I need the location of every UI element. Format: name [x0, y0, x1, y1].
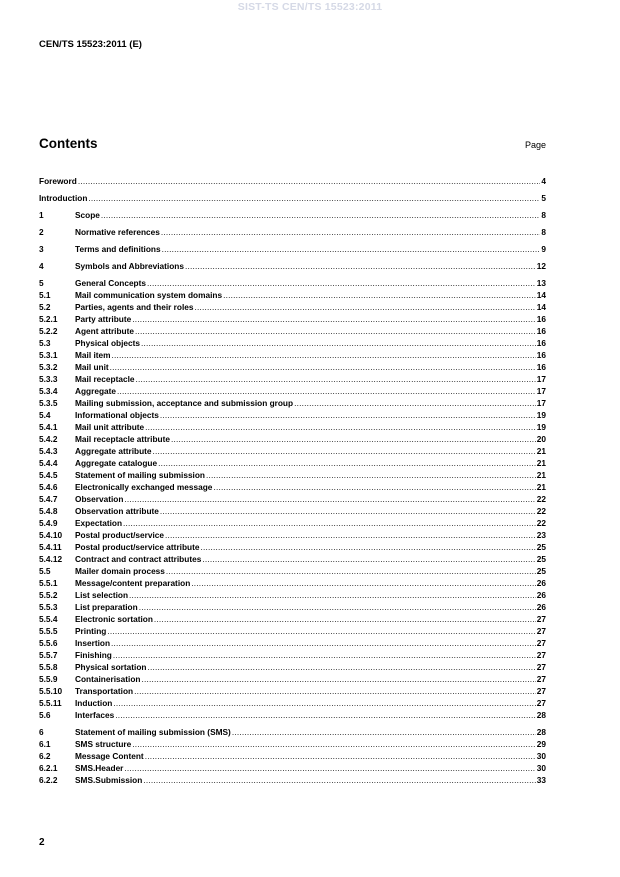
toc-entry-number: 5.5.9: [39, 674, 58, 684]
toc-entry[interactable]: [39, 325, 546, 337]
toc-entry[interactable]: [39, 469, 546, 481]
toc-entry-title: Containerisation: [75, 674, 141, 684]
toc-entry-number: 5.5.10: [39, 686, 63, 696]
toc-entry-page: 13: [536, 278, 546, 288]
toc-entry-number: 5.4.10: [39, 530, 63, 540]
toc-entry[interactable]: [39, 613, 546, 625]
toc-entry-number: 2: [39, 227, 44, 237]
dot-leader: [101, 209, 540, 221]
dot-leader: [78, 175, 541, 187]
page-title: Contents: [39, 136, 98, 151]
toc-entry-page: 21: [536, 482, 546, 492]
dot-leader: [153, 445, 536, 457]
toc-entry[interactable]: [39, 774, 546, 786]
toc-entry[interactable]: [39, 661, 546, 673]
toc-entry[interactable]: [39, 673, 546, 685]
toc-entry-number: 5.4.11: [39, 542, 62, 552]
toc-entry-title: SMS structure: [75, 739, 132, 749]
toc-entry-page: 25: [536, 566, 546, 576]
toc-entry-title: Statement of mailing submission: [75, 470, 206, 480]
toc-entry-title: Induction: [75, 698, 113, 708]
toc-entry[interactable]: [39, 529, 546, 541]
page-column-label: Page: [524, 140, 546, 150]
toc-entry-title: Postal product/service: [75, 530, 164, 540]
toc-entry-number: 5.4.6: [39, 482, 58, 492]
toc-entry[interactable]: [39, 397, 546, 409]
dot-leader: [132, 738, 536, 750]
dot-leader: [158, 457, 536, 469]
toc-entry[interactable]: [39, 553, 546, 565]
toc-entry-title: Message/content preparation: [75, 578, 191, 588]
toc-entry-number: 5.4.8: [39, 506, 58, 516]
toc-entry-page: 8: [541, 227, 546, 237]
dot-leader: [154, 613, 536, 625]
toc-entry[interactable]: [39, 433, 546, 445]
toc-entry-page: 27: [536, 698, 546, 708]
toc-entry-page: 27: [536, 626, 546, 636]
toc-entry-title: Mail receptacle attribute: [75, 434, 170, 444]
dot-leader: [201, 541, 536, 553]
toc-entry-title: Mail receptacle: [75, 374, 135, 384]
toc-entry-number: 5.4.4: [39, 458, 58, 468]
toc-entry-page: 21: [536, 446, 546, 456]
toc-entry[interactable]: [39, 649, 546, 661]
toc-entry-number: 5.4.1: [39, 422, 58, 432]
toc-entry-title: Mail communication system domains: [75, 290, 223, 300]
toc-entry-title: Mail unit attribute: [75, 422, 145, 432]
toc-entry-page: 30: [536, 751, 546, 761]
toc-entry[interactable]: [39, 709, 546, 721]
toc-entry[interactable]: [39, 445, 546, 457]
toc-entry-page: 16: [536, 362, 546, 372]
toc-entry-number: 6.2: [39, 751, 51, 761]
toc-entry-page: 14: [536, 290, 546, 300]
toc-entry-number: 1: [39, 210, 44, 220]
toc-entry-page: 9: [541, 244, 546, 254]
toc-entry-title: Contract and contract attributes: [75, 554, 202, 564]
toc-entry[interactable]: [39, 421, 546, 433]
toc-entry-number: 5.6: [39, 710, 51, 720]
toc-entry-title: Transportation: [75, 686, 134, 696]
toc-entry-title: Insertion: [75, 638, 111, 648]
toc-entry-title: Electronic sortation: [75, 614, 153, 624]
dot-leader: [223, 289, 536, 301]
toc-entry-number: 5.5: [39, 566, 51, 576]
toc-entry-title: Aggregate attribute: [75, 446, 152, 456]
toc-entry-title: Aggregate catalogue: [75, 458, 158, 468]
toc-entry-page: 16: [536, 338, 546, 348]
toc-entry-page: 27: [536, 674, 546, 684]
dot-leader: [115, 709, 536, 721]
toc-entry-title: Party attribute: [75, 314, 132, 324]
toc-entry-number: 5.3.5: [39, 398, 58, 408]
toc-entry-page: 28: [536, 710, 546, 720]
toc-entry-page: 16: [536, 326, 546, 336]
toc-entry-page: 19: [536, 410, 546, 420]
toc-entry-page: 5: [541, 193, 546, 203]
toc-entry[interactable]: [39, 685, 546, 697]
toc-entry-page: 28: [536, 727, 546, 737]
toc-entry[interactable]: [39, 577, 546, 589]
dot-leader: [160, 505, 536, 517]
toc-entry-number: 5.2: [39, 302, 51, 312]
toc-entry-page: 16: [536, 314, 546, 324]
toc-entry-number: 5.4.9: [39, 518, 58, 528]
toc-entry-number: 5.2.1: [39, 314, 58, 324]
toc-entry-title: Terms and definitions: [75, 244, 161, 254]
dot-leader: [161, 226, 541, 238]
dot-leader: [232, 726, 536, 738]
toc-entry[interactable]: [39, 289, 546, 301]
dot-leader: [111, 637, 536, 649]
toc-entry-title: Mail item: [75, 350, 111, 360]
toc-entry-page: 17: [536, 374, 546, 384]
dot-leader: [110, 361, 536, 373]
toc-entry-title: Agent attribute: [75, 326, 134, 336]
dot-leader: [145, 421, 536, 433]
toc-entry-title: Mailing submission, acceptance and submission group: [75, 398, 294, 408]
toc-entry-number: 6.2.1: [39, 763, 58, 773]
toc-entry[interactable]: [39, 301, 546, 313]
toc-entry-page: 19: [536, 422, 546, 432]
toc-entry-page: 27: [536, 686, 546, 696]
toc-entry-title: Mail unit: [75, 362, 109, 372]
toc-entry-number: 5.5.4: [39, 614, 58, 624]
toc-entry-title: Informational objects: [75, 410, 159, 420]
toc-entry-number: 4: [39, 261, 44, 271]
dot-leader: [162, 243, 541, 255]
toc-entry-title: Printing: [75, 626, 107, 636]
toc-entry-page: 14: [536, 302, 546, 312]
toc-entry-title: Message Content: [75, 751, 144, 761]
toc-entry-page: 30: [536, 763, 546, 773]
toc-entry-number: 5.4.12: [39, 554, 63, 564]
toc-entry-page: 27: [536, 650, 546, 660]
dot-leader: [141, 337, 536, 349]
toc-entry[interactable]: [39, 697, 546, 709]
toc-entry[interactable]: [39, 625, 546, 637]
toc-entry[interactable]: [39, 385, 546, 397]
dot-leader: [171, 433, 536, 445]
toc-entry[interactable]: [39, 601, 546, 613]
dot-leader: [135, 325, 536, 337]
page-number: 2: [39, 837, 45, 848]
toc-entry-number: 5.2.2: [39, 326, 58, 336]
toc-entry[interactable]: [39, 209, 546, 221]
dot-leader: [160, 409, 536, 421]
toc-entry-page: 4: [541, 176, 546, 186]
toc-entry-number: 5.5.11: [39, 698, 62, 708]
toc-entry-number: 6.2.2: [39, 775, 58, 785]
toc-entry-page: 17: [536, 386, 546, 396]
toc-entry-number: 5.5.3: [39, 602, 58, 612]
toc-entry-page: 26: [536, 602, 546, 612]
toc-entry-title: Scope: [75, 210, 100, 220]
toc-entry-title: Finishing: [75, 650, 112, 660]
toc-entry-number: 5.4.3: [39, 446, 58, 456]
toc-entry[interactable]: [39, 726, 546, 738]
dot-leader: [166, 565, 536, 577]
toc-entry-number: 5.4.2: [39, 434, 58, 444]
toc-entry-page: 27: [536, 662, 546, 672]
toc-entry[interactable]: [39, 457, 546, 469]
dot-leader: [123, 517, 536, 529]
toc-entry-page: 25: [536, 554, 546, 564]
toc-entry[interactable]: [39, 750, 546, 762]
toc-entry-title: Electronically exchanged message: [75, 482, 213, 492]
toc-entry-number: 5.4: [39, 410, 51, 420]
toc-entry-page: 20: [536, 434, 546, 444]
dot-leader: [88, 192, 540, 204]
dot-leader: [113, 697, 535, 709]
dot-leader: [139, 601, 536, 613]
toc-entry[interactable]: [39, 337, 546, 349]
dot-leader: [185, 260, 536, 272]
toc-entry-page: 33: [536, 775, 546, 785]
toc-entry-page: 16: [536, 350, 546, 360]
toc-entry-number: 5.5.1: [39, 578, 58, 588]
toc-entry-number: 5.5.6: [39, 638, 58, 648]
toc-entry[interactable]: [39, 277, 546, 289]
toc-entry-title: Physical sortation: [75, 662, 147, 672]
toc-entry-page: 21: [536, 458, 546, 468]
toc-entry-title: Aggregate: [75, 386, 117, 396]
dot-leader: [213, 481, 535, 493]
dot-leader: [129, 589, 536, 601]
dot-leader: [147, 277, 536, 289]
dot-leader: [195, 301, 536, 313]
toc-entry-number: 5: [39, 278, 44, 288]
toc-entry[interactable]: [39, 226, 546, 238]
dot-leader: [202, 553, 535, 565]
toc-entry-number: 5.3.2: [39, 362, 58, 372]
toc-entry-number: 5.3: [39, 338, 51, 348]
toc-entry-title: Mailer domain process: [75, 566, 165, 576]
toc-entry-number: 6: [39, 727, 44, 737]
toc-entry-title: Observation: [75, 494, 124, 504]
toc-entry-number: 5.4.7: [39, 494, 58, 504]
toc-entry-page: 22: [536, 506, 546, 516]
toc-entry[interactable]: [39, 565, 546, 577]
toc-entry[interactable]: [39, 260, 546, 272]
toc-entry-page: 25: [536, 542, 546, 552]
toc-entry-page: 17: [536, 398, 546, 408]
toc-entry[interactable]: [39, 175, 546, 187]
toc-entry-number: 6.1: [39, 739, 51, 749]
toc-entry-page: 12: [536, 261, 546, 271]
toc-entry[interactable]: [39, 313, 546, 325]
toc-entry-title: Introduction: [39, 193, 88, 203]
dot-leader: [132, 313, 536, 325]
toc-entry-page: 27: [536, 638, 546, 648]
dot-leader: [147, 661, 535, 673]
dot-leader: [165, 529, 536, 541]
toc-entry-page: 27: [536, 614, 546, 624]
toc-entry[interactable]: [39, 373, 546, 385]
toc-entry-page: 26: [536, 590, 546, 600]
toc-entry-page: 26: [536, 578, 546, 588]
dot-leader: [124, 762, 535, 774]
toc-entry-title: Foreword: [39, 176, 77, 186]
dot-leader: [113, 649, 536, 661]
toc-entry[interactable]: [39, 493, 546, 505]
toc-entry-page: 8: [541, 210, 546, 220]
toc-entry[interactable]: [39, 505, 546, 517]
toc-entry-number: 5.3.4: [39, 386, 58, 396]
toc-entry[interactable]: [39, 637, 546, 649]
dot-leader: [294, 397, 536, 409]
toc-entry-page: 29: [536, 739, 546, 749]
toc-entry[interactable]: [39, 481, 546, 493]
dot-leader: [124, 493, 535, 505]
watermark: SIST-TS CEN/TS 15523:2011: [237, 1, 383, 13]
toc-entry-page: 22: [536, 518, 546, 528]
dot-leader: [141, 673, 535, 685]
toc-entry-number: 3: [39, 244, 44, 254]
toc-entry[interactable]: [39, 361, 546, 373]
dot-leader: [191, 577, 536, 589]
dot-leader: [112, 349, 536, 361]
dot-leader: [107, 625, 535, 637]
toc-entry-page: 21: [536, 470, 546, 480]
toc-entry-number: 5.5.5: [39, 626, 58, 636]
dot-leader: [206, 469, 536, 481]
toc-entry-number: 5.1: [39, 290, 51, 300]
toc-entry-number: 5.5.8: [39, 662, 58, 672]
toc-entry-number: 5.5.7: [39, 650, 58, 660]
document-id: CEN/TS 15523:2011 (E): [39, 39, 142, 50]
toc-entry-title: Parties, agents and their roles: [75, 302, 194, 312]
toc-entry-title: Interfaces: [75, 710, 115, 720]
toc-entry[interactable]: [39, 243, 546, 255]
toc-entry[interactable]: [39, 192, 546, 204]
dot-leader: [145, 750, 536, 762]
toc-entry-title: SMS.Header: [75, 763, 124, 773]
toc-entry[interactable]: [39, 589, 546, 601]
toc-entry-title: List preparation: [75, 602, 138, 612]
toc-entry[interactable]: [39, 541, 546, 553]
toc-entry-title: General Concepts: [75, 278, 147, 288]
toc-entry-page: 23: [536, 530, 546, 540]
toc-entry-title: Expectation: [75, 518, 123, 528]
toc-entry-title: SMS.Submission: [75, 775, 143, 785]
toc-entry-title: Symbols and Abbreviations: [75, 261, 184, 271]
toc-entry[interactable]: [39, 517, 546, 529]
dot-leader: [143, 774, 535, 786]
toc-entry-number: 5.3.3: [39, 374, 58, 384]
toc-entry[interactable]: [39, 738, 546, 750]
dot-leader: [134, 685, 536, 697]
toc-entry[interactable]: [39, 349, 546, 361]
table-of-contents: [39, 175, 546, 786]
toc-entry-title: Observation attribute: [75, 506, 159, 516]
toc-entry-title: Postal product/service attribute: [75, 542, 200, 552]
toc-entry-number: 5.4.5: [39, 470, 58, 480]
toc-entry[interactable]: [39, 762, 546, 774]
toc-entry-title: Normative references: [75, 227, 160, 237]
toc-entry-title: Statement of mailing submission (SMS): [75, 727, 231, 737]
toc-entry-number: 5.5.2: [39, 590, 58, 600]
toc-entry-title: Physical objects: [75, 338, 141, 348]
toc-entry-page: 22: [536, 494, 546, 504]
dot-leader: [117, 385, 536, 397]
toc-entry-title: List selection: [75, 590, 129, 600]
toc-entry-number: 5.3.1: [39, 350, 58, 360]
toc-entry[interactable]: [39, 409, 546, 421]
dot-leader: [136, 373, 536, 385]
